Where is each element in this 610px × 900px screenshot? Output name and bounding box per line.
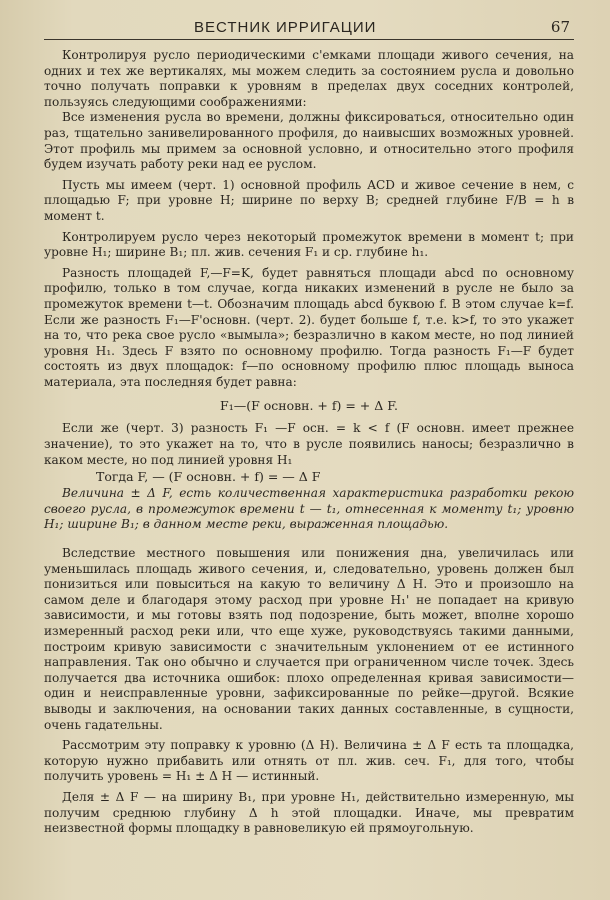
paragraph-4: Контролируем русло через некоторый промежуток времени в момент t; при уровне H₁; ширине B₁; пл. жив. сечения F₁ и ср. глубине h₁.	[44, 229, 574, 260]
paragraph-7: Величина ± Δ F, есть количественная характеристика разработки рекою своего русла, в промежуток времени t — t₁, отнесенная к моменту t₁; уровню H₁; ширине B₁; в данном месте реки, выраженная площадью.	[44, 486, 574, 532]
paragraph-6: Если же (черт. 3) разность F₁ —F осн. = k < f (F основн. имеет прежнее значение), то это укажет на то, что в русле появились наносы; безразлично в каком месте, но под линией уровня H₁	[44, 421, 574, 467]
formula-1: F₁—(F основн. + f) = + Δ F.	[220, 398, 398, 414]
running-header	[44, 18, 574, 40]
journal-title: ВЕСТНИК ИРРИГАЦИИ	[194, 19, 377, 36]
page-number: 67	[550, 18, 570, 36]
paragraph-2: Все изменения русла во времени, должны фиксироваться, относительно один раз, тщательно занивелированного профиля, до наивысших возможных уровней. Этот профиль мы примем за основной условно, и относительно этого профиля будем изучать работу реки над ее руслом.	[44, 110, 574, 172]
formula-2: Тогда F, — (F основн. + f) = — Δ F	[96, 469, 321, 485]
paragraph-1: Контролируя русло периодическими с'емками площади живого сечения, на одних и тех же вертикалях, мы можем следить за состоянием русла и довольно точно получать поправки к уровням в пределах двух соседних контролей, пользуясь следующими соображениями:	[44, 48, 574, 109]
paragraph-5: Разность площадей F,—F=K, будет равняться площади abcd по основному профилю, только в том случае, когда никаких изменений в русле не было за промежуток времени t—t. Обозначим площадь abcd буквою f. В этом случае k=f. Если же разность F₁—F'основн. (черт. 2). будет больше f, т.е. k>f, то это укажет на то, что река свое русло «вымыла»; безразлично в каком месте, но под линией уровня H₁. Здесь F взято по основному профилю. Тогда разность F₁—F будет состоять из двух площадок: f—по основному профилю плюс площадь выноса материала, эта последняя будет равна:	[44, 265, 574, 389]
article-body	[44, 48, 574, 837]
paragraph-3: Пусть мы имеем (черт. 1) основной профиль ACD и живое сечение в нем, с площадью F; при уровне H; ширине по верху B; средней глубине F/B = h в момент t.	[44, 177, 574, 223]
paragraph-9: Рассмотрим эту поправку к уровню (Δ H). Величина ± Δ F есть та площадка, которую нужно прибавить или отнять от пл. жив. сеч. F₁, для того, чтобы получить уровень = H₁ ± Δ H — истинный.	[44, 738, 574, 784]
paragraph-8: Вследствие местного повышения или понижения дна, увеличилась или уменьшилась площадь живого сечения, и, следовательно, уровень должен был понизиться или повыситься на какую то величину Δ H. Это и произошло на самом деле и благодаря этому расход при уровне H₁' не попадает на кривую зависимости, и мы готовы взять под подозрение, быть может, вполне хорошо измеренный расход реки или, что еще хуже, руководствуясь такими данными, построим кривую зависимости с значительным уклонением от ее истинного направления. Так оно обычно и случается при ограниченном числе точек. Здесь получается два источника ошибок: плохо определенная кривая зависимости—один и неисправленные уровни, зафиксированные по рейке—другой. Всякие выводы и заключения, на основании таких данных составленные, в сущности, очень гадательны.	[44, 546, 574, 732]
paragraph-10: Деля ± Δ F — на ширину B₁, при уровне H₁, действительно измеренную, мы получим среднюю глубину Δ h этой площадки. Иначе, мы превратим неизвестной формы площадку в равновеликую ей прямоугольную.	[44, 789, 574, 836]
